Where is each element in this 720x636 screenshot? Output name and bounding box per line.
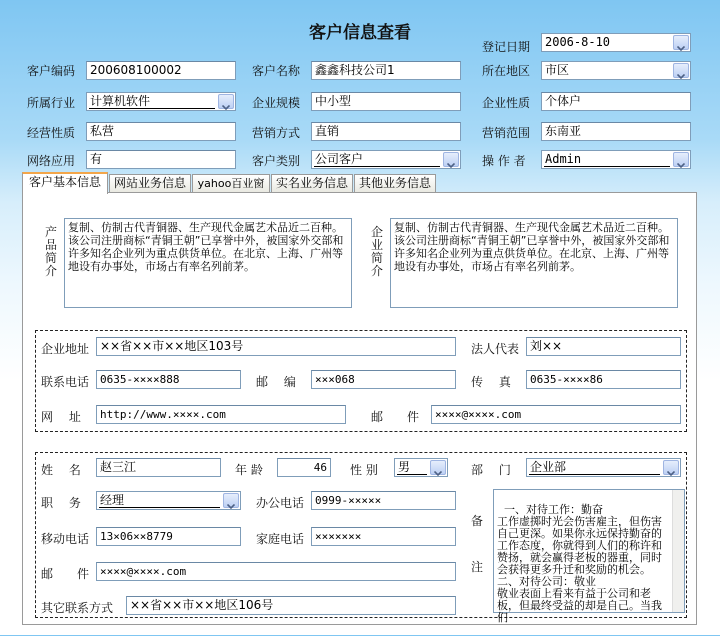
legal-rep-field[interactable]: 刘×× (526, 337, 681, 356)
contact-email-label: 邮 件 (41, 567, 90, 581)
job-value: 经理 (99, 493, 220, 508)
other-contact-label: 其它联系方式 (41, 601, 114, 615)
website-label: 网 址 (41, 410, 81, 424)
age-label: 年 龄 (235, 463, 263, 477)
product-intro-label: 产品简介 (44, 225, 57, 278)
sex-label: 性 别 (350, 463, 378, 477)
region-label: 所在地区 (482, 64, 531, 78)
contact-name-field[interactable]: 赵三江 (96, 458, 221, 477)
chevron-down-icon (222, 99, 230, 104)
address-field[interactable]: ××省××市××地区103号 (96, 337, 456, 356)
nature-label: 企业性质 (482, 96, 531, 110)
scale-label: 企业规模 (252, 96, 301, 110)
company-email-label: 邮 件 (371, 410, 420, 424)
industry-select[interactable] (86, 92, 236, 111)
sales-range-field[interactable]: 东南亚 (541, 122, 691, 141)
chevron-down-icon (677, 68, 685, 73)
page-title: 客户信息查看 (309, 23, 411, 43)
operator-dropdown-button[interactable] (673, 152, 689, 167)
chevron-down-icon (677, 157, 685, 162)
tab-other-business[interactable]: 其他业务信息 (354, 174, 436, 193)
nature-field[interactable]: 个体户 (541, 92, 691, 111)
address-label: 企业地址 (41, 342, 90, 356)
reg-date-dropdown-button[interactable] (673, 35, 689, 50)
company-email-field[interactable]: ××××@××××.com (431, 405, 681, 424)
product-intro-textarea[interactable] (64, 218, 352, 308)
industry-dropdown-button[interactable] (218, 94, 234, 109)
memo-scrollbar[interactable] (672, 490, 684, 612)
sales-mode-label: 营销方式 (252, 126, 301, 140)
home-phone-field[interactable]: ××××××× (311, 527, 456, 546)
net-app-field[interactable]: 有 (86, 150, 236, 169)
sex-value: 男 (397, 460, 427, 475)
phone-label: 联系电话 (41, 375, 90, 389)
product-intro-text: 复制、仿制古代青铜器、生产现代金属艺术品近二百种。该公司注册商标“青铜王朝”已享誉中外，被国家外交部和许多知名企业列为重点供货单位。在北京、上海、广州等地设有办事处，市场占有率名列前茅。 (68, 221, 344, 273)
website-field[interactable]: http://www.××××.com (96, 405, 346, 424)
dept-dropdown-button[interactable] (663, 460, 679, 475)
legal-rep-label: 法人代表 (471, 342, 520, 356)
operator-select[interactable] (541, 150, 691, 169)
dept-label: 部 门 (471, 463, 511, 477)
dept-value: 企业部 (529, 460, 660, 475)
sales-range-label: 营销范围 (482, 126, 531, 140)
cust-type-value: 公司客户 (314, 152, 440, 167)
chevron-down-icon (677, 40, 685, 45)
job-dropdown-button[interactable] (223, 493, 239, 508)
age-field[interactable]: 46 (277, 458, 331, 477)
office-phone-field[interactable]: 0999-××××× (311, 491, 456, 510)
region-dropdown-button[interactable] (673, 63, 689, 78)
industry-label: 所属行业 (27, 96, 76, 110)
sex-dropdown-button[interactable] (430, 460, 446, 475)
biz-nature-field[interactable]: 私营 (86, 122, 236, 141)
home-phone-label: 家庭电话 (256, 532, 305, 546)
dept-select[interactable] (526, 458, 681, 477)
fax-field[interactable]: 0635-××××86 (526, 370, 681, 389)
mobile-label: 移动电话 (41, 532, 90, 546)
contact-name-label: 姓 名 (41, 463, 81, 477)
reg-date-label: 登记日期 (482, 40, 531, 54)
chevron-down-icon (447, 157, 455, 162)
chevron-down-icon (434, 465, 442, 470)
phone-field[interactable]: 0635-××××888 (96, 370, 241, 389)
tab-realname-business[interactable]: 实名业务信息 (271, 174, 353, 193)
cust-type-label: 客户类别 (252, 154, 301, 168)
memo-text: 一、对待工作：勤奋 工作虚掷时光会伤害雇主，但伤害自己更深。如果你永远保持勤奋的工作态度，你就得到人们的称许和赞扬，就会赢得老板的器重，同时会获得更多升迁和奖励的机会。 二、对待公司：敬业 敬业表面上看来有益于公司和老板，但最终受益的却是自己。当我们 (497, 503, 662, 624)
sex-select[interactable] (394, 458, 448, 477)
cust-type-select[interactable] (311, 150, 461, 169)
job-label: 职 务 (41, 496, 81, 510)
region-select[interactable] (541, 61, 691, 80)
fax-label: 传 真 (471, 375, 511, 389)
company-intro-text: 复制、仿制古代青铜器、生产现代金属艺术品近二百种。该公司注册商标“青铜王朝”已享誉中外，被国家外交部和许多知名企业列为重点供货单位。在北京、上海、广州等地设有办事处，市场占有率名列前茅。 (394, 221, 670, 273)
tab-website-business[interactable]: 网站业务信息 (109, 174, 191, 193)
job-select[interactable] (96, 491, 241, 510)
contact-email-field[interactable]: ××××@××××.com (96, 562, 456, 581)
reg-date-picker[interactable] (541, 33, 691, 52)
zip-label: 邮 编 (256, 375, 296, 389)
scale-field[interactable]: 中小型 (311, 92, 461, 111)
cust-name-field[interactable]: 鑫鑫科技公司1 (311, 61, 461, 80)
zip-field[interactable]: ×××068 (311, 370, 456, 389)
mobile-field[interactable]: 13×06××8779 (96, 527, 241, 546)
industry-value: 计算机软件 (89, 94, 215, 109)
operator-label: 操 作 者 (482, 154, 526, 168)
cust-type-dropdown-button[interactable] (443, 152, 459, 167)
tab-basic-info[interactable]: 客户基本信息 (22, 172, 108, 194)
biz-nature-label: 经营性质 (27, 126, 76, 140)
sales-mode-field[interactable]: 直销 (311, 122, 461, 141)
region-value: 市区 (545, 63, 570, 77)
tab-yahoo[interactable]: yahoo百业窗 (192, 174, 270, 193)
cust-name-label: 客户名称 (252, 64, 301, 78)
memo-textarea[interactable] (493, 489, 685, 624)
other-contact-field[interactable]: ××省××市××地区106号 (126, 596, 456, 615)
chevron-down-icon (667, 465, 675, 470)
reg-date-value: 2006-8-10 (545, 35, 611, 49)
operator-value: Admin (544, 152, 670, 167)
cust-no-field[interactable]: 200608100002 (86, 61, 236, 80)
memo-label: 备注 (470, 514, 483, 574)
cust-no-label: 客户编码 (27, 64, 76, 78)
company-intro-textarea[interactable] (390, 218, 678, 308)
company-intro-label: 企业简介 (370, 225, 383, 278)
chevron-down-icon (227, 498, 235, 503)
office-phone-label: 办公电话 (256, 496, 305, 510)
net-app-label: 网络应用 (27, 154, 76, 168)
